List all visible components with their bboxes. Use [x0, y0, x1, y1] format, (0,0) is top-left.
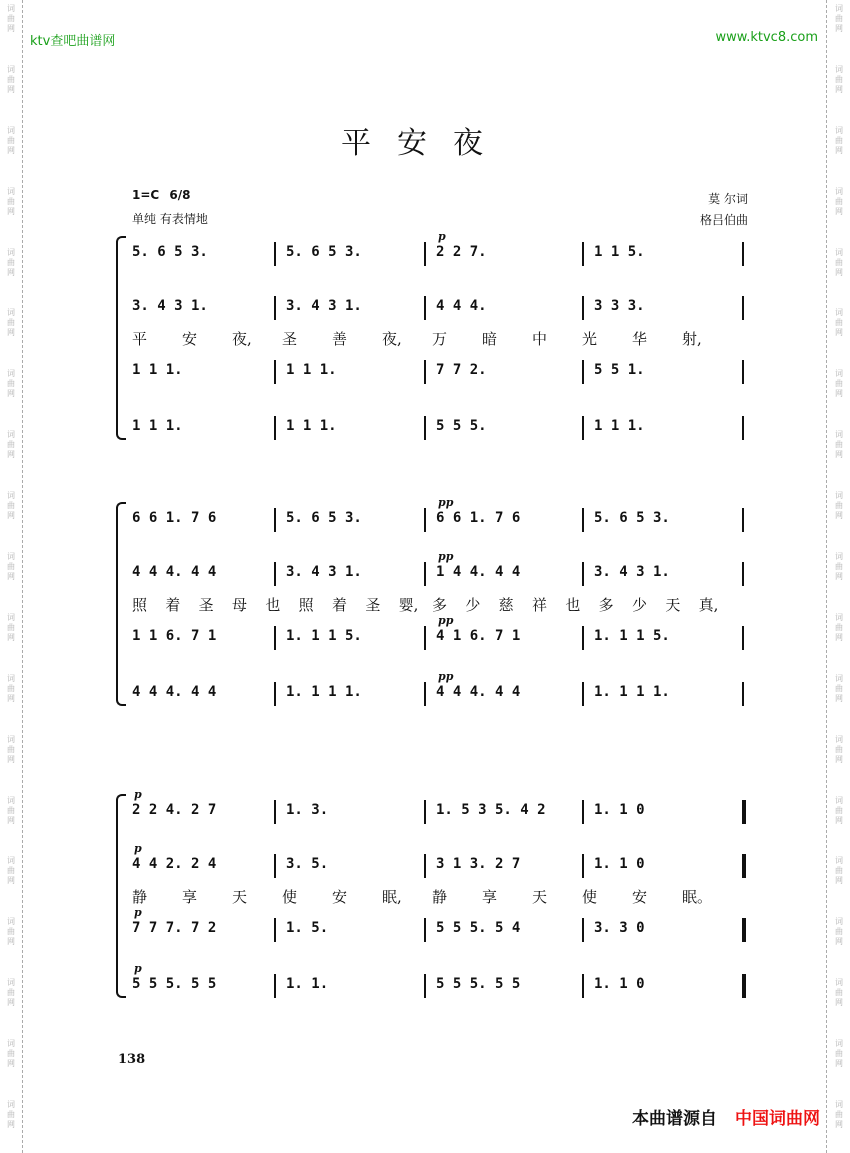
watermark-text: 词 曲 网: [7, 491, 15, 521]
bar-line: [274, 416, 276, 440]
bar-line: [274, 360, 276, 384]
watermark-text: 词 曲 网: [7, 673, 15, 703]
measure-notes: 1 1 6. 7 1: [132, 628, 217, 644]
watermark-text: 词 曲 网: [835, 369, 843, 399]
left-border: [22, 0, 23, 1153]
dynamic-mark: p: [438, 230, 446, 243]
watermark-text: 词 曲 网: [835, 430, 843, 460]
watermark-text: 词 曲 网: [7, 552, 15, 582]
expression-mark: 单纯 有表情地: [132, 212, 208, 226]
measure-notes: 1. 1 1 5.: [594, 628, 670, 644]
bar-line: [582, 974, 584, 998]
measure-notes: 2 2 7.: [436, 244, 487, 260]
watermark-text: 词 曲 网: [835, 125, 843, 155]
measure-notes: 1. 5.: [286, 920, 329, 936]
lyricist-credit: 莫 尔词: [708, 192, 748, 206]
bar-line: [582, 508, 584, 532]
measure-notes: 6 6 1. 7 6: [132, 510, 217, 526]
watermark-text: 词 曲 网: [7, 917, 15, 947]
bar-line: [424, 918, 426, 942]
measure-notes: 1. 1.: [286, 976, 329, 992]
bar-line: [742, 242, 744, 266]
measure-notes: 5. 6 5 3.: [286, 510, 362, 526]
bar-line: [742, 800, 746, 824]
lyric-syllable: 着: [165, 596, 181, 614]
lyric-syllable: 少: [632, 596, 648, 614]
watermark-text: 词 曲 网: [835, 978, 843, 1008]
dynamic-mark: p: [134, 842, 142, 855]
measure-notes: 5 5 5. 5 5: [436, 976, 521, 992]
lyric-syllable: 真,: [698, 596, 719, 614]
dynamic-mark: pp: [438, 670, 454, 683]
measure-notes: 1. 1 0: [594, 976, 645, 992]
bar-line: [582, 800, 584, 824]
lyric-syllable: 安: [182, 330, 198, 348]
header-site-name[interactable]: ktv查吧曲谱网: [30, 34, 116, 49]
measure-notes: 1 1 1.: [594, 418, 645, 434]
measure-notes: 5 5 5. 5 4: [436, 920, 521, 936]
score-system: [116, 232, 756, 444]
measure-notes: 3. 5.: [286, 856, 329, 872]
lyric-syllable: 眠,: [382, 888, 402, 906]
bar-line: [274, 854, 276, 878]
measure-notes: 3. 4 3 1.: [286, 564, 362, 580]
bar-line: [582, 562, 584, 586]
bar-line: [742, 508, 744, 532]
lyric-syllable: 天: [232, 888, 248, 906]
lyric-syllable: 着: [332, 596, 348, 614]
lyric-syllable: 照: [132, 596, 148, 614]
watermark-text: 词 曲 网: [835, 1039, 843, 1069]
lyric-syllable: 多: [432, 596, 448, 614]
bar-line: [582, 626, 584, 650]
lyric-syllable: 夜,: [382, 330, 402, 348]
lyric-syllable: 静: [132, 888, 148, 906]
measure-notes: 3 3 3.: [594, 298, 645, 314]
lyric-syllable: 也: [265, 596, 281, 614]
lyric-syllable: 善: [332, 330, 348, 348]
score-system: [116, 790, 756, 1002]
lyric-syllable: 照: [298, 596, 314, 614]
bar-line: [424, 854, 426, 878]
lyric-syllable: 天: [665, 596, 681, 614]
dynamic-mark: p: [134, 906, 142, 919]
watermark-text: 词 曲 网: [7, 1039, 15, 1069]
lyric-syllable: 婴,: [398, 596, 419, 614]
measure-notes: 5 5 5.: [436, 418, 487, 434]
measure-notes: 2 2 4. 2 7: [132, 802, 217, 818]
watermark-text: 词 曲 网: [835, 917, 843, 947]
measure-notes: 4 4 2. 2 4: [132, 856, 217, 872]
bar-line: [742, 974, 746, 998]
lyric-syllable: 享: [482, 888, 498, 906]
bar-line: [582, 682, 584, 706]
dynamic-mark: pp: [438, 550, 454, 563]
lyric-syllable: 慈: [498, 596, 514, 614]
dynamic-mark: pp: [438, 496, 454, 509]
lyric-syllable: 安: [632, 888, 648, 906]
bar-line: [582, 296, 584, 320]
bar-line: [274, 918, 276, 942]
lyric-syllable: 圣: [282, 330, 298, 348]
song-title: 平安夜: [341, 126, 509, 161]
lyric-syllable: 万: [432, 330, 448, 348]
bar-line: [274, 562, 276, 586]
watermark-text: 词 曲 网: [7, 978, 15, 1008]
lyric-syllable: 华: [632, 330, 648, 348]
lyric-syllable: 使: [282, 888, 298, 906]
watermark-text: 词 曲 网: [835, 247, 843, 277]
bar-line: [742, 562, 744, 586]
measure-notes: 5 5 5. 5 5: [132, 976, 217, 992]
watermark-text: 词 曲 网: [835, 552, 843, 582]
lyric-syllable: 天: [532, 888, 548, 906]
score-system: [116, 498, 756, 710]
lyric-syllable: 圣: [198, 596, 214, 614]
dynamic-mark: pp: [438, 614, 454, 627]
watermark-text: 词 曲 网: [835, 4, 843, 33]
bar-line: [274, 296, 276, 320]
bar-line: [274, 682, 276, 706]
measure-notes: 1. 1 1 1.: [594, 684, 670, 700]
bar-line: [582, 918, 584, 942]
bar-line: [424, 626, 426, 650]
footer-source-label: 本曲谱源自: [632, 1109, 717, 1129]
measure-notes: 5. 6 5 3.: [132, 244, 208, 260]
footer-credit: [632, 1104, 820, 1129]
bar-line: [424, 800, 426, 824]
bar-line: [742, 416, 744, 440]
bar-line: [274, 626, 276, 650]
lyric-syllable: 暗: [482, 330, 498, 348]
bar-line: [582, 854, 584, 878]
bar-line: [274, 508, 276, 532]
lyric-syllable: 眠。: [682, 888, 713, 906]
watermark-text: 词 曲 网: [835, 491, 843, 521]
measure-notes: 1. 1 0: [594, 856, 645, 872]
watermark-text: 词 曲 网: [7, 795, 15, 825]
watermark-text: 词 曲 网: [7, 369, 15, 399]
bar-line: [742, 360, 744, 384]
measure-notes: 3. 4 3 1.: [286, 298, 362, 314]
measure-notes: 4 4 4. 4 4: [436, 684, 521, 700]
watermark-text: 词 曲 网: [7, 430, 15, 460]
header-site-url[interactable]: www.ktvc8.com: [715, 30, 818, 45]
bar-line: [274, 800, 276, 824]
watermark-text: 词 曲 网: [835, 1100, 843, 1130]
lyric-syllable: 圣: [365, 596, 381, 614]
watermark-text: 词 曲 网: [7, 4, 15, 33]
measure-notes: 1 1 1.: [286, 362, 337, 378]
watermark-text: 词 曲 网: [7, 64, 15, 94]
bar-line: [424, 682, 426, 706]
watermark-text: 词 曲 网: [7, 612, 15, 642]
lyric-syllable: 平: [132, 330, 148, 348]
watermark-text: 词 曲 网: [7, 186, 15, 216]
measure-notes: 1 1 5.: [594, 244, 645, 260]
lyric-syllable: 祥: [532, 596, 548, 614]
measure-notes: 6 6 1. 7 6: [436, 510, 521, 526]
bar-line: [742, 918, 746, 942]
lyric-syllable: 中: [532, 330, 548, 348]
measure-notes: 1 1 1.: [132, 418, 183, 434]
lyric-syllable: 母: [232, 596, 248, 614]
lyric-syllable: 少: [465, 596, 481, 614]
measure-notes: 1 1 1.: [132, 362, 183, 378]
bar-line: [274, 242, 276, 266]
measure-notes: 3. 3 0: [594, 920, 645, 936]
composer-credit: 格吕伯曲: [699, 213, 748, 227]
bar-line: [274, 974, 276, 998]
watermark-text: 词 曲 网: [835, 673, 843, 703]
bar-line: [742, 626, 744, 650]
bar-line: [424, 562, 426, 586]
system-bracket: [116, 502, 126, 706]
measure-notes: 7 7 2.: [436, 362, 487, 378]
watermark-left: [4, 0, 18, 1153]
watermark-text: 词 曲 网: [835, 308, 843, 338]
measure-notes: 1. 1 0: [594, 802, 645, 818]
bar-line: [424, 242, 426, 266]
lyric-syllable: 多: [598, 596, 614, 614]
measure-notes: 1 4 4. 4 4: [436, 564, 521, 580]
dynamic-mark: p: [134, 962, 142, 975]
bar-line: [424, 360, 426, 384]
measure-notes: 4 4 4.: [436, 298, 487, 314]
measure-notes: 3. 4 3 1.: [132, 298, 208, 314]
system-bracket: [116, 236, 126, 440]
measure-notes: 4 4 4. 4 4: [132, 564, 217, 580]
measure-notes: 5 5 1.: [594, 362, 645, 378]
watermark-text: 词 曲 网: [835, 64, 843, 94]
watermark-text: 词 曲 网: [7, 125, 15, 155]
lyric-syllable: 夜,: [232, 330, 252, 348]
measure-notes: 1. 5 3 5. 4 2: [436, 802, 546, 818]
bar-line: [424, 296, 426, 320]
measure-notes: 1. 1 1 5.: [286, 628, 362, 644]
footer-site-link[interactable]: 中国词曲网: [735, 1109, 820, 1129]
lyric-syllable: 也: [565, 596, 581, 614]
watermark-text: 词 曲 网: [7, 856, 15, 886]
watermark-text: 词 曲 网: [7, 308, 15, 338]
measure-notes: 1. 1 1 1.: [286, 684, 362, 700]
lyric-syllable: 享: [182, 888, 198, 906]
measure-notes: 1 1 1.: [286, 418, 337, 434]
watermark-text: 词 曲 网: [835, 795, 843, 825]
key-label: 1=C: [132, 188, 160, 202]
dynamic-mark: p: [134, 788, 142, 801]
watermark-text: 词 曲 网: [7, 734, 15, 764]
measure-notes: 3 1 3. 2 7: [436, 856, 521, 872]
bar-line: [742, 682, 744, 706]
time-signature: 6/8: [169, 188, 191, 202]
bar-line: [742, 296, 744, 320]
lyric-syllable: 射,: [682, 330, 702, 348]
measure-notes: 3. 4 3 1.: [594, 564, 670, 580]
bar-line: [582, 242, 584, 266]
watermark-text: 词 曲 网: [7, 1100, 15, 1130]
measure-notes: 4 4 4. 4 4: [132, 684, 217, 700]
measure-notes: 7 7 7. 7 2: [132, 920, 217, 936]
bar-line: [582, 416, 584, 440]
watermark-right: [832, 0, 846, 1153]
watermark-text: 词 曲 网: [835, 734, 843, 764]
bar-line: [582, 360, 584, 384]
right-border: [826, 0, 827, 1153]
measure-notes: 4 1 6. 7 1: [436, 628, 521, 644]
lyric-syllable: 使: [582, 888, 598, 906]
bar-line: [424, 508, 426, 532]
measure-notes: 1. 3.: [286, 802, 329, 818]
measure-notes: 5. 6 5 3.: [286, 244, 362, 260]
lyric-syllable: 静: [432, 888, 448, 906]
bar-line: [424, 416, 426, 440]
bar-line: [424, 974, 426, 998]
measure-notes: 5. 6 5 3.: [594, 510, 670, 526]
lyric-syllable: 安: [332, 888, 348, 906]
lyric-syllable: 光: [582, 330, 598, 348]
bar-line: [742, 854, 746, 878]
watermark-text: 词 曲 网: [835, 612, 843, 642]
page-number: 138: [118, 1052, 146, 1067]
system-bracket: [116, 794, 126, 998]
watermark-text: 词 曲 网: [835, 186, 843, 216]
watermark-text: 词 曲 网: [835, 856, 843, 886]
watermark-text: 词 曲 网: [7, 247, 15, 277]
key-signature: [132, 188, 191, 202]
